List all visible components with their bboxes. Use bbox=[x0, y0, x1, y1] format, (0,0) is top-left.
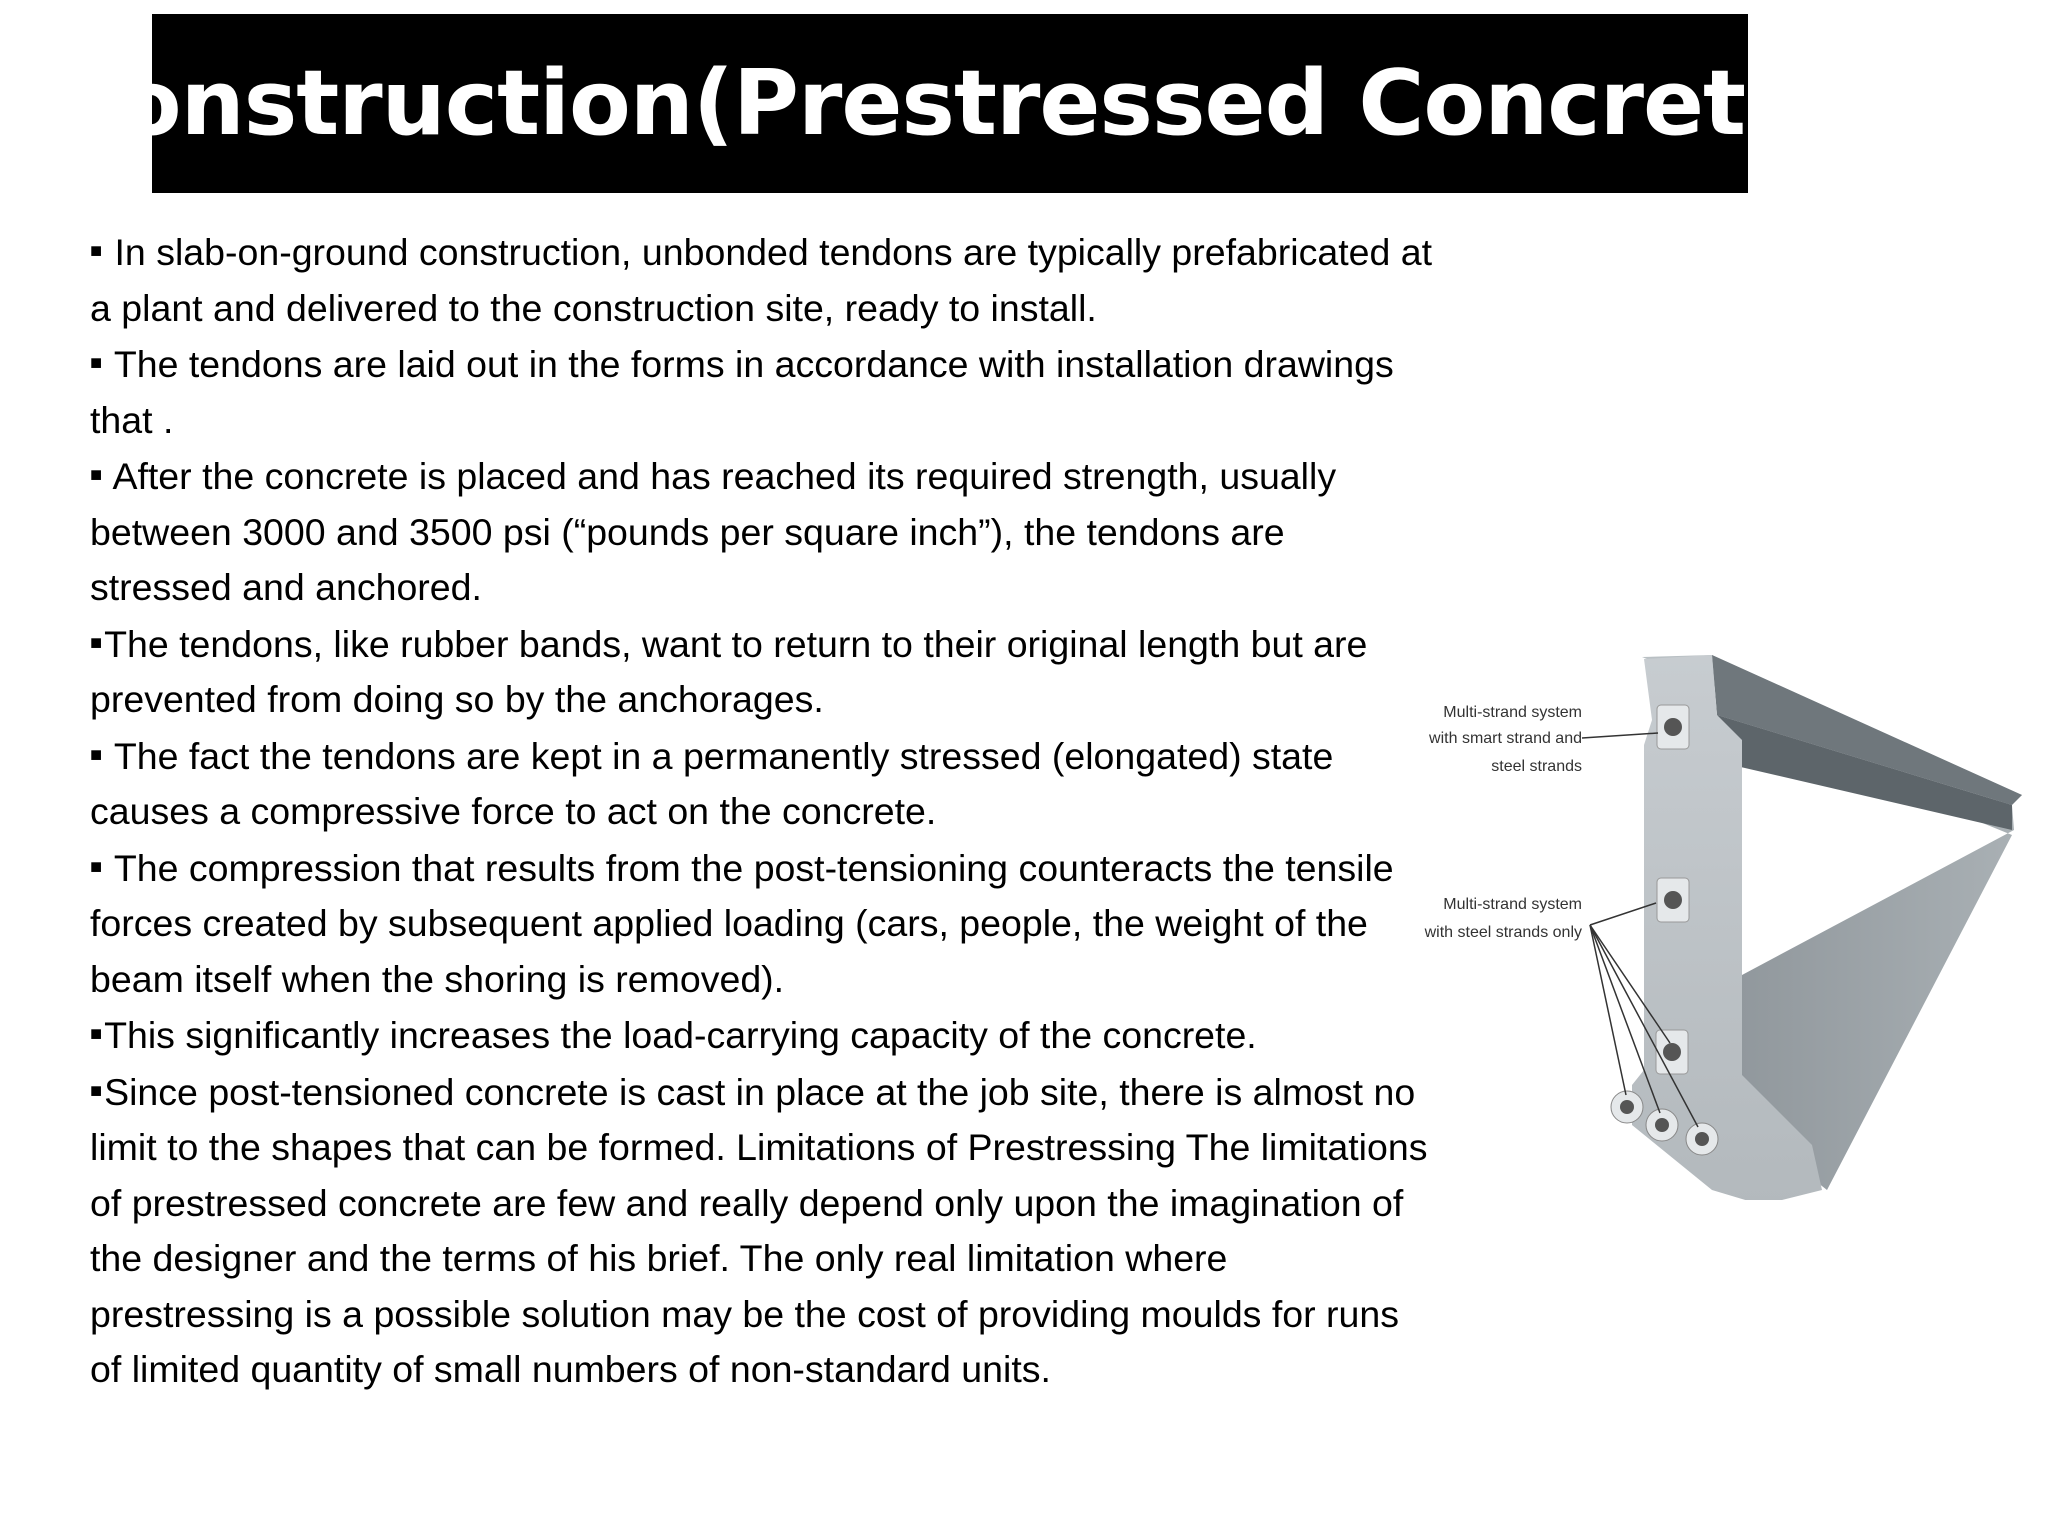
paragraph bbox=[90, 1007, 1435, 1064]
paragraph-text: This significantly increases the load-carrying capacity of the concrete. bbox=[104, 1014, 1257, 1056]
prestressed-beam-figure bbox=[1412, 645, 2032, 1200]
figure-label-bottom-1: Multi-strand system bbox=[1443, 896, 1582, 913]
bullet-icon: ■ bbox=[90, 855, 103, 878]
paragraph bbox=[90, 728, 1435, 840]
figure-label-bottom-2: with steel strands only bbox=[1424, 924, 1582, 941]
bullet-icon: ■ bbox=[90, 1079, 103, 1102]
paragraph-text: The tendons are laid out in the forms in accordance with installation drawings that . bbox=[90, 343, 1394, 441]
paragraph bbox=[90, 448, 1435, 616]
bullet-icon: ■ bbox=[90, 1023, 103, 1045]
beam-illustration bbox=[1412, 645, 2032, 1200]
bullet-icon: ■ bbox=[90, 631, 103, 654]
bullet-icon: ■ bbox=[90, 464, 103, 486]
figure-label-top-1: Multi-strand system bbox=[1443, 704, 1582, 721]
body-text bbox=[90, 224, 1435, 1398]
bullet-icon: ■ bbox=[90, 743, 103, 766]
anchor-middle bbox=[1657, 878, 1689, 922]
anchor-lower bbox=[1656, 1030, 1688, 1074]
paragraph bbox=[90, 616, 1435, 728]
paragraph-text: After the concrete is placed and has reached its required strength, usually between 3000 and 3500 psi (“pounds per square inch”), the tendons are stressed and anchored. bbox=[90, 455, 1337, 608]
paragraph-text: In slab-on-ground construction, unbonded tendons are typically prefabricated at a plant and delivered to the construction site, ready to install. bbox=[90, 231, 1433, 329]
page-title: Construction(Prestressed Concrete) bbox=[54, 51, 1846, 156]
paragraph bbox=[90, 1064, 1435, 1398]
paragraph bbox=[90, 840, 1435, 1008]
paragraph bbox=[90, 336, 1435, 448]
anchor-top bbox=[1657, 705, 1689, 749]
bullet-icon: ■ bbox=[90, 352, 103, 374]
paragraph-text: Since post-tensioned concrete is cast in place at the job site, there is almost no limit to the shapes that can be formed. Limitations of Prestressing The limitations of prestressed concrete are few and really depend only upon the imagination of the designer and the terms of his brief. The only real limitation where prestressing is a possible solution may be the cost of providing moulds for runs of limited quantity of small numbers of non-standard units. bbox=[90, 1070, 1428, 1390]
paragraph bbox=[90, 224, 1435, 336]
paragraph-text: The tendons, like rubber bands, want to return to their original length but are prevented from doing so by the anchorages. bbox=[90, 622, 1368, 720]
paragraph-text: The compression that results from the post-tensioning counteracts the tensile forces created by subsequent applied loading (cars, people, the weight of the beam itself when the shoring is removed). bbox=[90, 846, 1394, 1000]
paragraph-text: The fact the tendons are kept in a permanently stressed (elongated) state causes a compressive force to act on the concrete. bbox=[90, 734, 1334, 832]
bullet-icon: ■ bbox=[90, 240, 103, 262]
title-bar bbox=[54, 14, 1846, 193]
figure-label-top-3: steel strands bbox=[1491, 758, 1582, 775]
figure-label-top-2: with smart strand and bbox=[1429, 730, 1582, 747]
